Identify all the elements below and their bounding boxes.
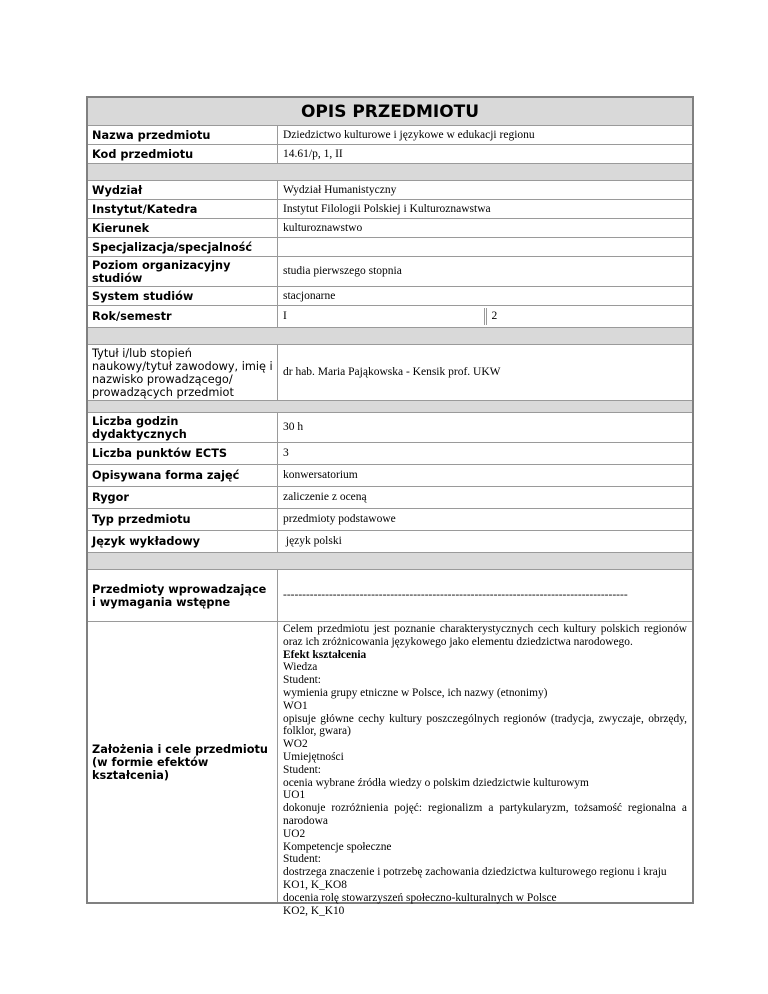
goals-line: docenia rolę stowarzyszeń społeczno-kulturalnych w Polsce <box>283 891 557 904</box>
row-kierunek <box>88 219 692 238</box>
document-title: OPIS PRZEDMIOTU <box>88 98 692 126</box>
row-jezyk <box>88 531 692 553</box>
goals-line: Wiedza <box>283 661 318 674</box>
row-specjalizacja <box>88 238 692 257</box>
label-prowadzacy: Tytuł i/lub stopień naukowy/tytuł zawodowy, imię i nazwisko prowadzącego/ prowadzących przedmiot <box>88 345 278 400</box>
goals-efekt-heading: Efekt kształcenia <box>283 648 367 661</box>
goals-line: WO2 <box>283 738 308 751</box>
value-rok-semestr <box>278 306 692 327</box>
row-rygor <box>88 487 692 509</box>
separator <box>88 164 692 181</box>
row-instytut <box>88 200 692 219</box>
goals-line: Student: <box>283 674 321 687</box>
row-poziom <box>88 257 692 287</box>
label-rygor: Rygor <box>88 487 278 508</box>
separator <box>88 553 692 570</box>
value-forma: konwersatorium <box>283 469 358 481</box>
label-nazwa: Nazwa przedmiotu <box>88 126 278 144</box>
value-zalozenia <box>278 622 692 917</box>
separator <box>88 328 692 345</box>
row-ects <box>88 443 692 465</box>
goals-line: KO2, K_K10 <box>283 904 345 917</box>
value-instytut: Instytut Filologii Polskiej i Kulturoznawstwa <box>283 202 491 215</box>
value-rygor: zaliczenie z oceną <box>283 491 367 503</box>
label-wydzial: Wydział <box>88 181 278 199</box>
goals-line: opisuje główne cechy kultury poszczególnych regionów (tradycja, zwyczaje, obrzędy, folklor, gwara) <box>283 712 687 738</box>
label-jezyk: Język wykładowy <box>88 531 278 552</box>
value-system: stacjonarne <box>283 289 336 302</box>
goals-line: UO1 <box>283 789 306 802</box>
value-ects: 3 <box>283 447 289 459</box>
label-forma: Opisywana forma zajęć <box>88 465 278 486</box>
goals-line: KO1, K_KO8 <box>283 878 347 891</box>
row-forma <box>88 465 692 487</box>
label-godziny: Liczba godzin dydaktycznych <box>88 413 278 442</box>
label-wymagania: Przedmioty wprowadzające i wymagania wstępne <box>88 570 278 621</box>
goals-line: dostrzega znaczenie i potrzebę zachowania dziedzictwa kulturowego regionu i kraju <box>283 866 667 879</box>
goals-line: Student: <box>283 853 321 866</box>
goals-line: Kompetencje społeczne <box>283 840 392 853</box>
label-system: System studiów <box>88 287 278 305</box>
row-prowadzacy <box>88 345 692 401</box>
value-godziny: 30 h <box>283 421 304 433</box>
goals-line: ocenia wybrane źródła wiedzy o polskim dziedzictwie kulturowym <box>283 776 589 789</box>
value-wydzial: Wydział Humanistyczny <box>283 183 397 196</box>
value-specjalizacja <box>278 238 692 256</box>
row-wydzial <box>88 181 692 200</box>
label-zalozenia: Założenia i cele przedmiotu (w formie efektów kształcenia) <box>88 622 278 902</box>
label-instytut: Instytut/Katedra <box>88 200 278 218</box>
label-ects: Liczba punktów ECTS <box>88 443 278 464</box>
goals-line: Student: <box>283 763 321 776</box>
value-semestr: 2 <box>484 308 693 325</box>
goals-line: Umiejętności <box>283 750 344 763</box>
row-typ <box>88 509 692 531</box>
value-poziom: studia pierwszego stopnia <box>283 265 402 277</box>
value-rok: I <box>283 310 287 322</box>
goals-line: wymienia grupy etniczne w Polsce, ich nazwy (etnonimy) <box>283 686 548 699</box>
goals-line: UO2 <box>283 827 306 840</box>
row-wymagania <box>88 570 692 622</box>
course-description-table <box>86 96 694 917</box>
value-jezyk: język polski <box>283 535 342 547</box>
value-prowadzacy: dr hab. Maria Pająkowska - Kensik prof. UKW <box>283 366 501 378</box>
label-specjalizacja: Specjalizacja/specjalność <box>88 238 278 256</box>
row-godziny <box>88 413 692 443</box>
value-nazwa: Dziedzictwo kulturowe i językowe w edukacji regionu <box>283 128 535 141</box>
row-zalozenia <box>88 622 692 917</box>
label-kod: Kod przedmiotu <box>88 145 278 163</box>
separator <box>88 401 692 413</box>
label-typ: Typ przedmiotu <box>88 509 278 530</box>
goals-intro: Celem przedmiotu jest poznanie charakterystycznych cech kultury polskich regionów oraz ich zróżnicowania językowego jako elementu dziedzictwa narodowego. <box>283 623 687 648</box>
label-poziom: Poziom organizacyjny studiów <box>88 257 278 286</box>
row-kod <box>88 145 692 164</box>
value-typ: przedmioty podstawowe <box>283 513 396 525</box>
value-kierunek: kulturoznawstwo <box>283 221 363 234</box>
goals-line: WO1 <box>283 699 308 712</box>
label-rok-semestr: Rok/semestr <box>88 306 278 327</box>
row-rok-semestr <box>88 306 692 328</box>
row-nazwa <box>88 126 692 145</box>
goals-line: dokonuje rozróżnienia pojęć: regionalizm a partykularyzm, tożsamość regionalna a narodowa <box>283 802 687 827</box>
value-wymagania: ------------------------------------------------------------------------------------------ <box>283 589 628 601</box>
value-kod: 14.61/p, 1, II <box>283 147 343 160</box>
row-system <box>88 287 692 306</box>
label-kierunek: Kierunek <box>88 219 278 237</box>
